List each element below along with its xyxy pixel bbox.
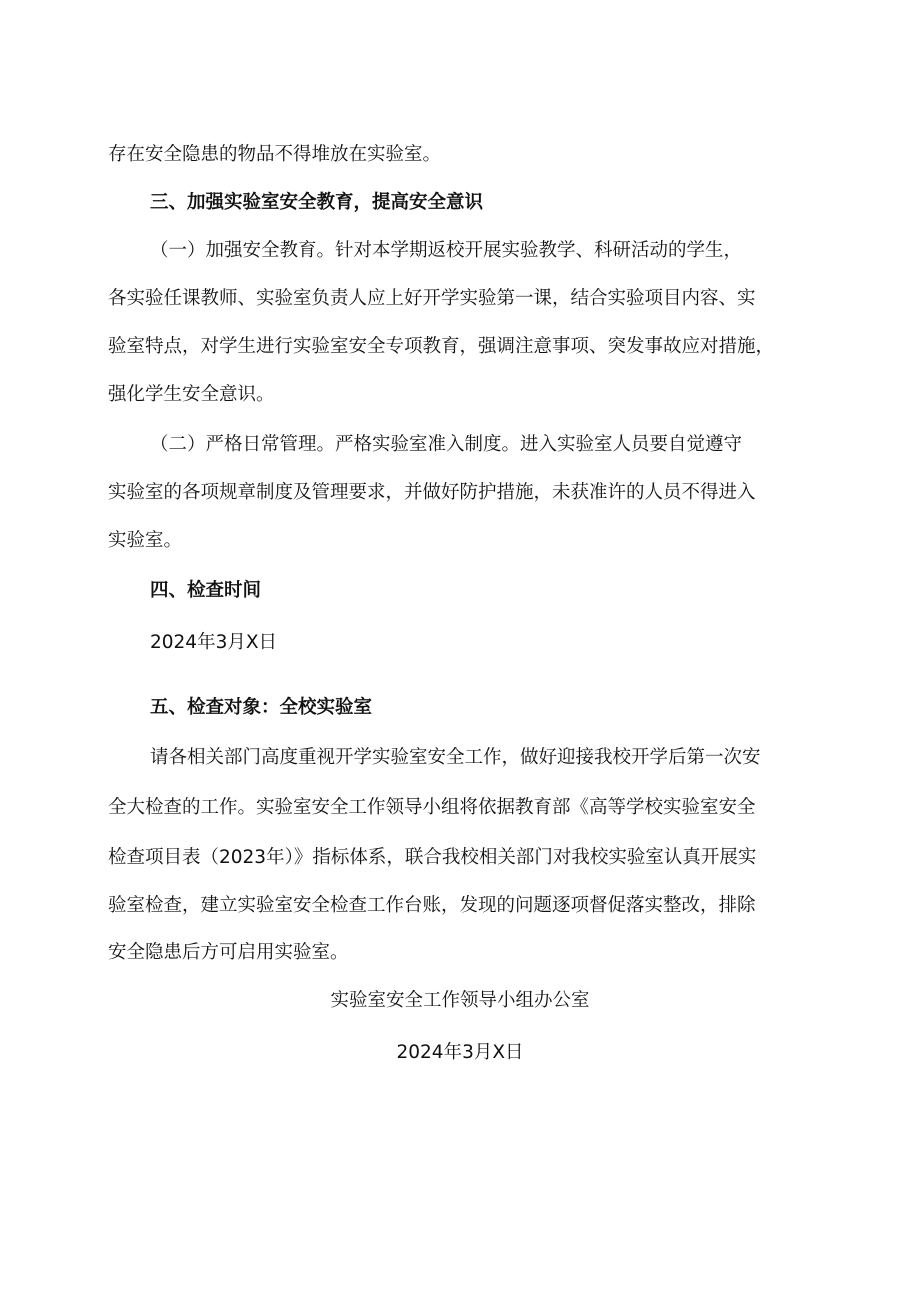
section-3-item-2-line-2: 实验室的各项规章制度及管理要求，并做好防护措施，未获准许的人员不得进入 <box>108 482 756 503</box>
section-5-heading: 五、检查对象：全校实验室 <box>150 697 373 718</box>
section-5-paragraph-line-5: 安全隐患后方可启用实验室。 <box>108 942 349 963</box>
section-3-item-1-line-4: 强化学生安全意识。 <box>108 384 275 405</box>
section-5-paragraph-line-3: 检查项目表（2023年）》指标体系，联合我校相关部门对我校实验室认真开展实 <box>108 847 757 868</box>
section-3-item-1-line-3: 验室特点，对学生进行实验室安全专项教育，强调注意事项、突发事故应对措施， <box>108 336 775 357</box>
section-5-paragraph-line-1: 请各相关部门高度重视开学实验室安全工作，做好迎接我校开学后第一次安 <box>150 747 761 768</box>
section-5-paragraph-line-4: 验室检查，建立实验室安全检查工作台账，发现的问题逐项督促落实整改，排除 <box>108 895 756 916</box>
intro-tail-text: 存在安全隐患的物品不得堆放在实验室。 <box>108 144 442 165</box>
signature-date: 2024年3月X日 <box>396 1042 524 1063</box>
section-3-item-2-line-1: （二）严格日常管理。严格实验室准入制度。进入实验室人员要自觉遵守 <box>150 434 743 455</box>
section-3-item-1-line-1: （一）加强安全教育。针对本学期返校开展实验教学、科研活动的学生， <box>150 240 743 261</box>
section-4-date: 2024年3月X日 <box>150 632 278 653</box>
section-5-paragraph-line-2: 全大检查的工作。实验室安全工作领导小组将依据教育部《高等学校实验室安全 <box>108 797 756 818</box>
section-3-item-1-line-2: 各实验任课教师、实验室负责人应上好开学实验第一课，结合实验项目内容、实 <box>108 288 756 309</box>
signature-office: 实验室安全工作领导小组办公室 <box>330 990 590 1011</box>
section-4-heading: 四、检查时间 <box>150 580 262 601</box>
section-3-heading: 三、加强实验室安全教育，提高安全意识 <box>150 192 484 213</box>
section-3-item-2-line-3: 实验室。 <box>108 530 183 551</box>
